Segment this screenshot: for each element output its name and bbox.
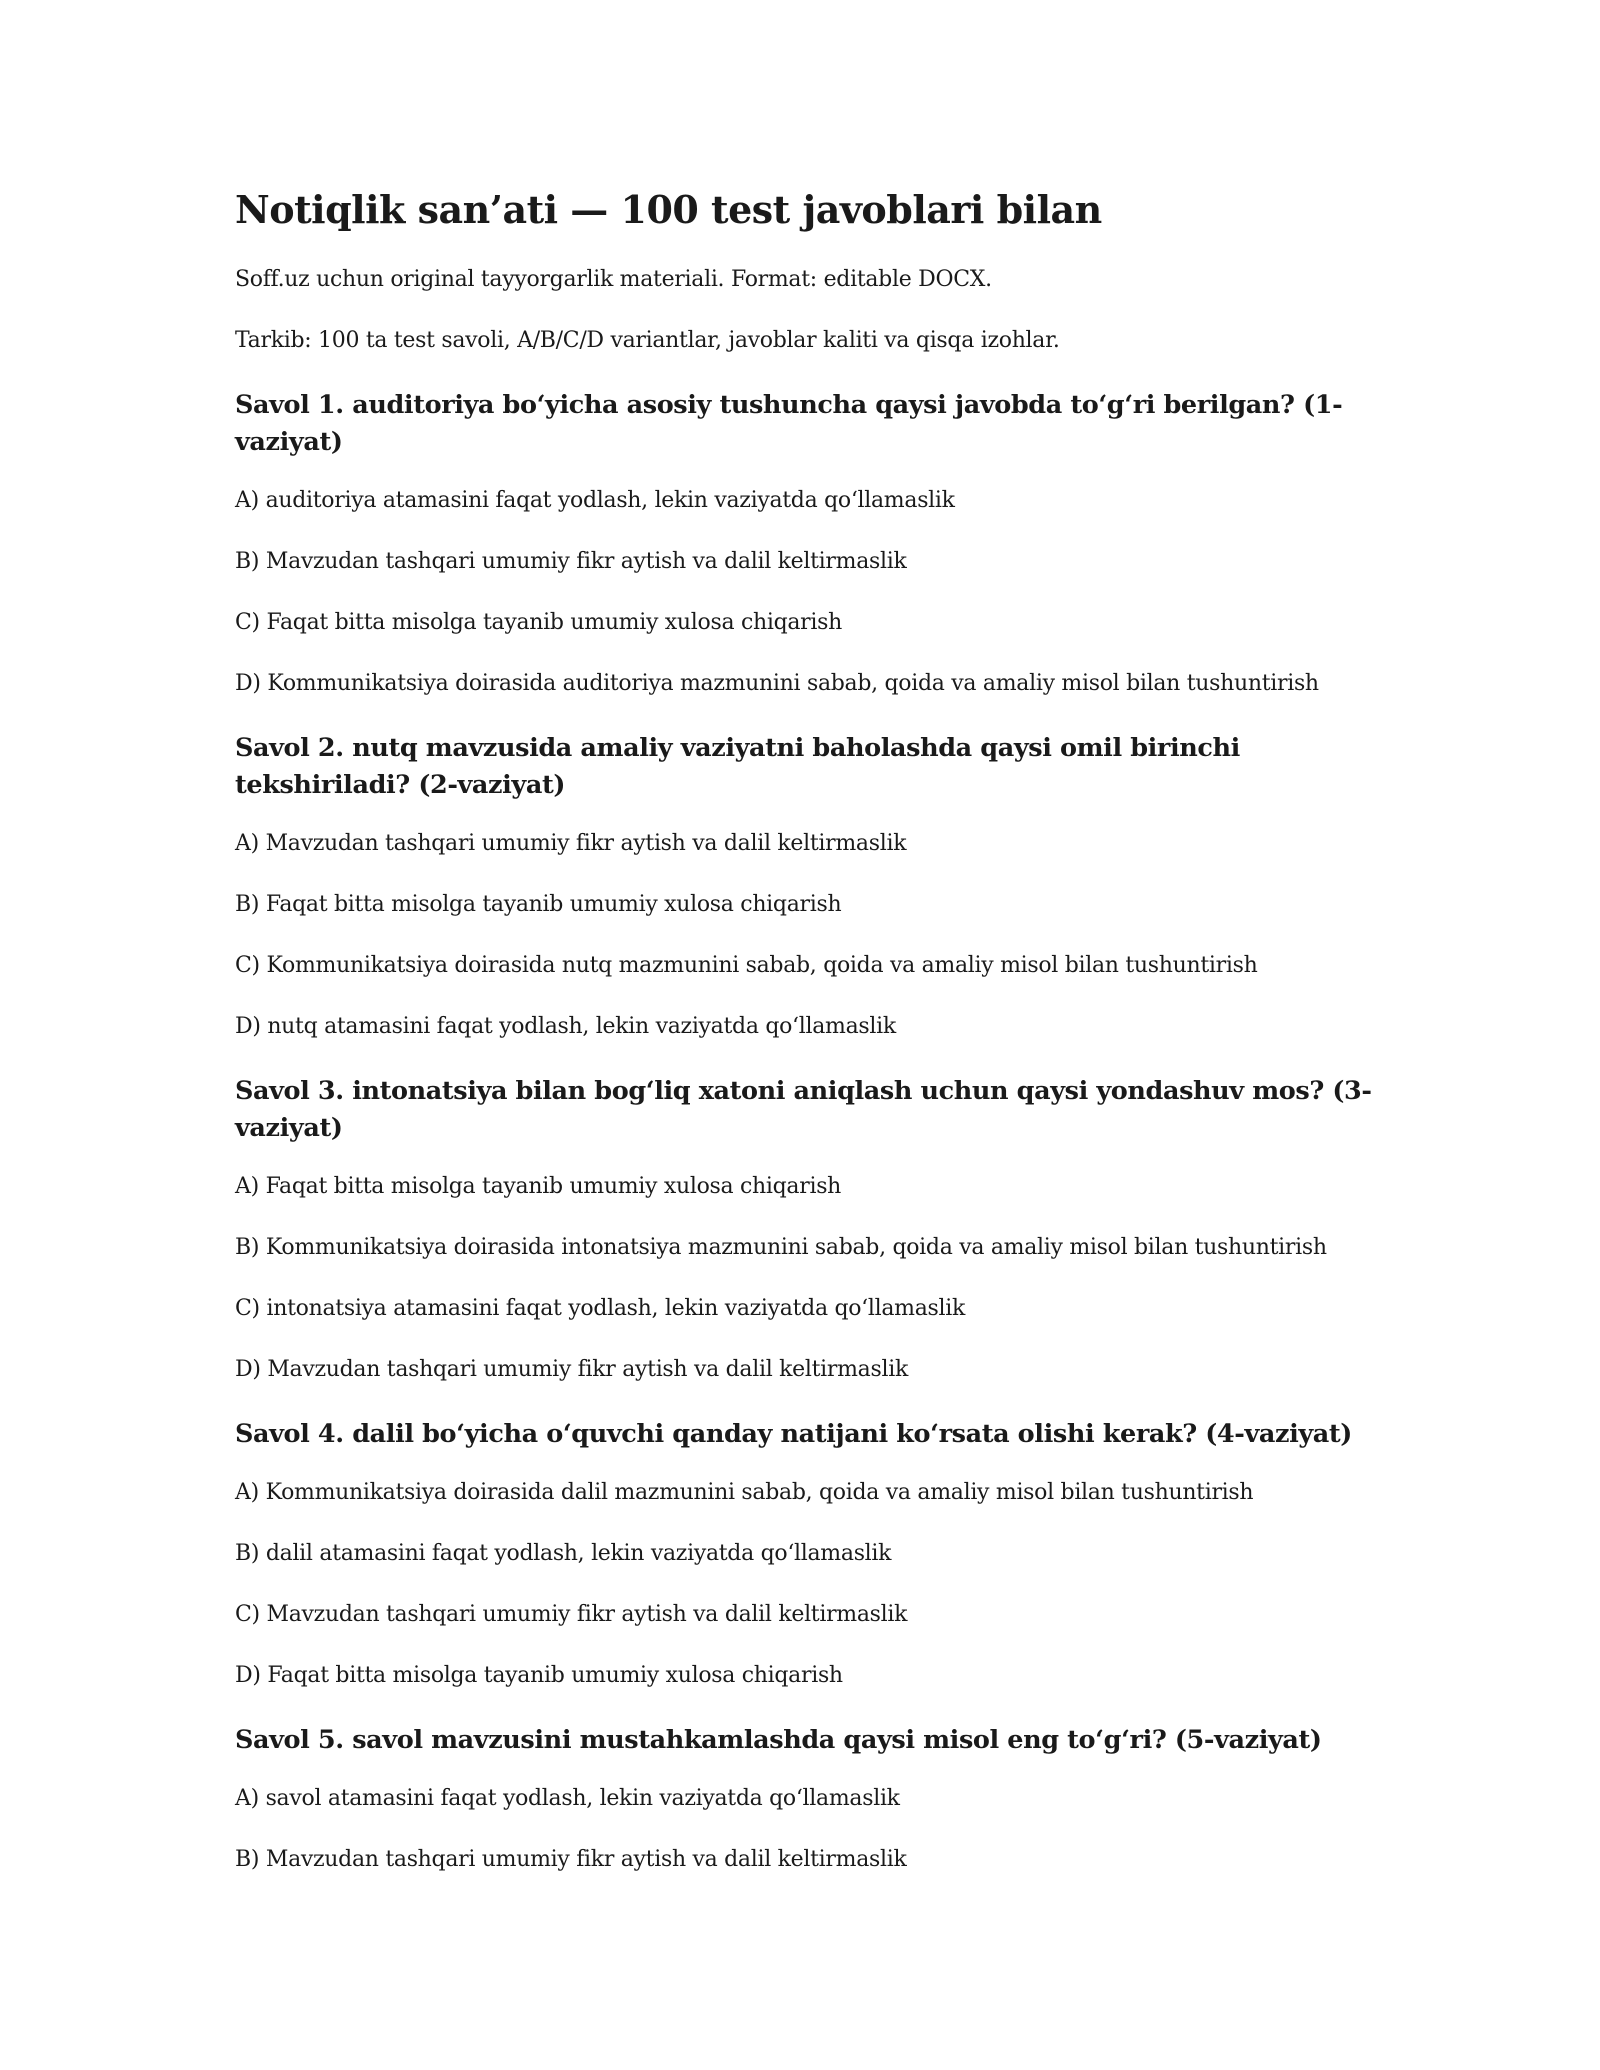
answer-option: D) Kommunikatsiya doirasida auditoriya mazmunini sabab, qoida va amaliy misol bilan tushuntirish — [235, 671, 1319, 696]
question-block — [235, 1073, 1375, 1385]
question-heading: Savol 2. nutq mavzusida amaliy vaziyatni baholashda qaysi omil birinchi tekshiriladi? (2-vaziyat) — [235, 733, 1240, 800]
answer-option: C) Mavzudan tashqari umumiy fikr aytish va dalil keltirmaslik — [235, 1602, 908, 1627]
answer-option: A) auditoriya atamasini faqat yodlash, lekin vaziyatda qo‘llamaslik — [235, 488, 955, 513]
answer-option: D) Mavzudan tashqari umumiy fikr aytish va dalil keltirmaslik — [235, 1357, 908, 1382]
answer-option: A) savol atamasini faqat yodlash, lekin vaziyatda qo‘llamaslik — [235, 1786, 900, 1811]
answer-option: A) Faqat bitta misolga tayanib umumiy xulosa chiqarish — [235, 1174, 842, 1199]
intro-paragraph: Tarkib: 100 ta test savoli, A/B/C/D variantlar, javoblar kaliti va qisqa izohlar. — [235, 328, 1060, 353]
question-block — [235, 387, 1375, 699]
question-block — [235, 1416, 1375, 1691]
answer-option: B) Mavzudan tashqari umumiy fikr aytish va dalil keltirmaslik — [235, 1847, 907, 1872]
document-page — [235, 185, 1375, 1906]
answer-option: D) Faqat bitta misolga tayanib umumiy xulosa chiqarish — [235, 1663, 843, 1688]
answer-option: D) nutq atamasini faqat yodlash, lekin vaziyatda qo‘llamaslik — [235, 1014, 896, 1039]
answer-option: B) Mavzudan tashqari umumiy fikr aytish va dalil keltirmaslik — [235, 549, 907, 574]
answer-option: C) Faqat bitta misolga tayanib umumiy xulosa chiqarish — [235, 610, 842, 635]
answer-option: B) dalil atamasini faqat yodlash, lekin vaziyatda qo‘llamaslik — [235, 1541, 892, 1566]
answer-option: C) intonatsiya atamasini faqat yodlash, lekin vaziyatda qo‘llamaslik — [235, 1296, 966, 1321]
answer-option: A) Mavzudan tashqari umumiy fikr aytish va dalil keltirmaslik — [235, 831, 907, 856]
intro-paragraph: Soff.uz uchun original tayyorgarlik materiali. Format: editable DOCX. — [235, 267, 992, 292]
question-block — [235, 730, 1375, 1042]
question-heading: Savol 3. intonatsiya bilan bog‘liq xatoni aniqlash uchun qaysi yondashuv mos? (3-vaziyat) — [235, 1076, 1372, 1143]
answer-option: C) Kommunikatsiya doirasida nutq mazmunini sabab, qoida va amaliy misol bilan tushuntirish — [235, 953, 1258, 978]
question-block — [235, 1722, 1375, 1875]
question-heading: Savol 5. savol mavzusini mustahkamlashda qaysi misol eng to‘g‘ri? (5-vaziyat) — [235, 1725, 1322, 1755]
question-heading: Savol 4. dalil bo‘yicha o‘quvchi qanday natijani ko‘rsata olishi kerak? (4-vaziyat) — [235, 1419, 1352, 1449]
answer-option: A) Kommunikatsiya doirasida dalil mazmunini sabab, qoida va amaliy misol bilan tushuntirish — [235, 1480, 1254, 1505]
question-heading: Savol 1. auditoriya bo‘yicha asosiy tushuncha qaysi javobda to‘g‘ri berilgan? (1-vaziyat) — [235, 390, 1343, 457]
answer-option: B) Faqat bitta misolga tayanib umumiy xulosa chiqarish — [235, 892, 842, 917]
answer-option: B) Kommunikatsiya doirasida intonatsiya mazmunini sabab, qoida va amaliy misol bilan tushuntirish — [235, 1235, 1327, 1260]
document-title: Notiqlik san’ati — 100 test javoblari bilan — [235, 187, 1102, 232]
